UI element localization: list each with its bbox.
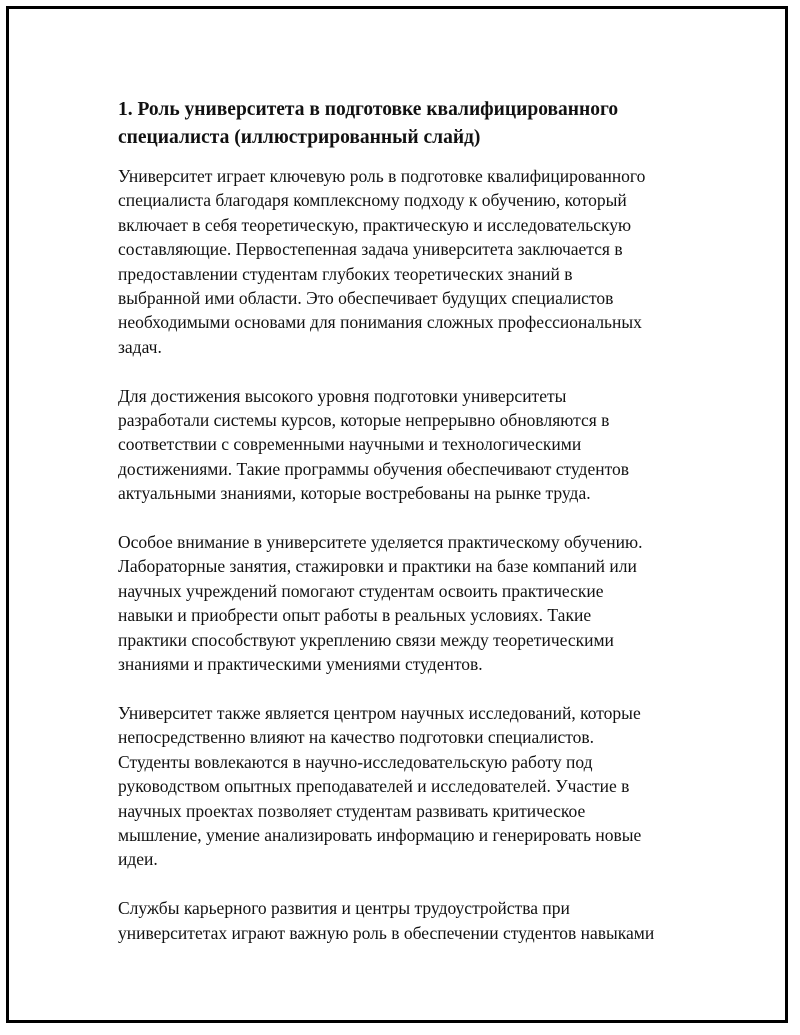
text-line: составляющие. Первостепенная задача университета заключается в [118, 239, 623, 260]
text-line: выбранной ими области. Это обеспечивает будущих специалистов [118, 288, 614, 309]
text-line: руководством опытных преподавателей и исследователей. Участие в [118, 776, 630, 797]
paragraph-university-role [118, 164, 698, 359]
text-line: университетах играют важную роль в обеспечении студентов навыками [118, 922, 655, 943]
text-line: научных учреждений помогают студентам освоить практические [118, 580, 604, 601]
text-line: задач. [118, 336, 162, 357]
text-line: знаниями и практическими умениями студентов. [118, 654, 483, 675]
text-line: соответствии с современными научными и технологическими [118, 434, 582, 455]
text-line: практики способствуют укреплению связи между теоретическими [118, 629, 614, 650]
heading-line: 1. Роль университета в подготовке квалифицированного [118, 99, 619, 120]
text-line: Для достижения высокого уровня подготовки университеты [118, 385, 567, 406]
text-line: Университет также является центром научных исследований, которые [118, 702, 641, 723]
text-line: достижениями. Такие программы обучения обеспечивают студентов [118, 458, 630, 479]
paragraph-practical-training [118, 530, 698, 676]
text-line: Службы карьерного развития и центры трудоустройства при [118, 898, 570, 919]
text-line: мышление, умение анализировать информацию и генерировать новые [118, 824, 642, 845]
text-line: Студенты вовлекаются в научно-исследовательскую работу под [118, 751, 593, 772]
text-line: научных проектах позволяет студентам развивать критическое [118, 800, 586, 821]
text-line: предоставлении студентам глубоких теоретических знаний в [118, 263, 573, 284]
text-line: включает в себя теоретическую, практическую и исследовательскую [118, 214, 632, 235]
text-line: разработали системы курсов, которые непрерывно обновляются в [118, 410, 610, 431]
text-line: идеи. [118, 849, 158, 870]
text-line: непосредственно влияют на качество подготовки специалистов. [118, 727, 595, 748]
paragraph-course-systems [118, 384, 698, 506]
text-line: Особое внимание в университете уделяется практическому обучению. [118, 532, 643, 553]
paragraph-research [118, 701, 698, 872]
text-line: необходимыми основами для понимания сложных профессиональных [118, 312, 642, 333]
text-line: актуальными знаниями, которые востребованы на рынке труда. [118, 483, 591, 504]
text-line: Лабораторные занятия, стажировки и практики на базе компаний или [118, 556, 637, 577]
document-body [118, 96, 698, 969]
paragraph-career-services [118, 896, 698, 945]
section-heading [118, 96, 698, 152]
heading-line: специалиста (иллюстрированный слайд) [118, 127, 481, 148]
text-line: Университет играет ключевую роль в подготовке квалифицированного [118, 166, 646, 186]
text-line: навыки и приобрести опыт работы в реальных условиях. Такие [118, 605, 592, 626]
text-line: специалиста благодаря комплексному подходу к обучению, который [118, 190, 627, 211]
